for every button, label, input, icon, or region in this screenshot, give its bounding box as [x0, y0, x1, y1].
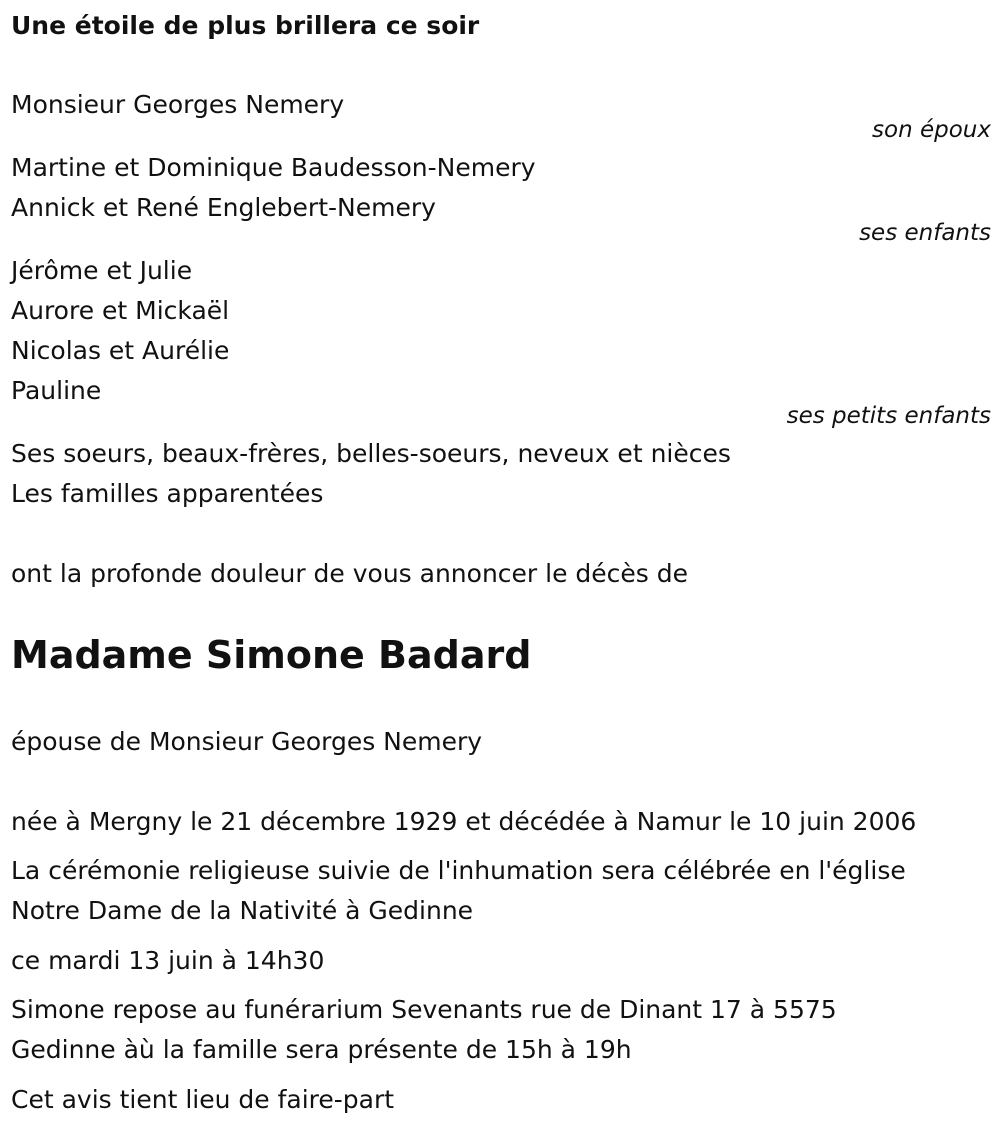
grandchild-line: Aurore et Mickaël [11, 296, 230, 325]
relatives-line: Les familles apparentées [11, 479, 324, 508]
visitation-line: Simone repose au funérarium Sevenants rue de Dinant 17 à 5575 [11, 995, 837, 1024]
children-role: ses enfants [859, 220, 991, 246]
relatives-line: Ses soeurs, beaux-frères, belles-soeurs, neveux et nièces [11, 439, 731, 468]
grandchild-line: Nicolas et Aurélie [11, 336, 230, 365]
birth-death-line: née à Mergny le 21 décembre 1929 et décédée à Namur le 10 juin 2006 [11, 807, 917, 836]
deceased-spouse-line: épouse de Monsieur Georges Nemery [11, 727, 483, 756]
spouse-name: Monsieur Georges Nemery [11, 90, 345, 119]
spouse-role: son époux [872, 117, 991, 143]
notice-heading: Une étoile de plus brillera ce soir [11, 11, 480, 40]
ceremony-line: La cérémonie religieuse suivie de l'inhumation sera célébrée en l'église [11, 856, 906, 885]
ceremony-line: Notre Dame de la Nativité à Gedinne [11, 896, 474, 925]
visitation-line: Gedinne àù la famille sera présente de 15h à 19h [11, 1035, 632, 1064]
announcement-text: ont la profonde douleur de vous annoncer le décès de [11, 559, 689, 588]
ceremony-date: ce mardi 13 juin à 14h30 [11, 946, 325, 975]
deceased-name: Madame Simone Badard [11, 633, 532, 677]
child-line: Martine et Dominique Baudesson-Nemery [11, 153, 536, 182]
child-line: Annick et René Englebert-Nemery [11, 193, 436, 222]
grandchildren-role: ses petits enfants [786, 403, 991, 429]
footer-note: Cet avis tient lieu de faire-part [11, 1085, 395, 1114]
grandchild-line: Pauline [11, 376, 102, 405]
grandchild-line: Jérôme et Julie [11, 256, 193, 285]
